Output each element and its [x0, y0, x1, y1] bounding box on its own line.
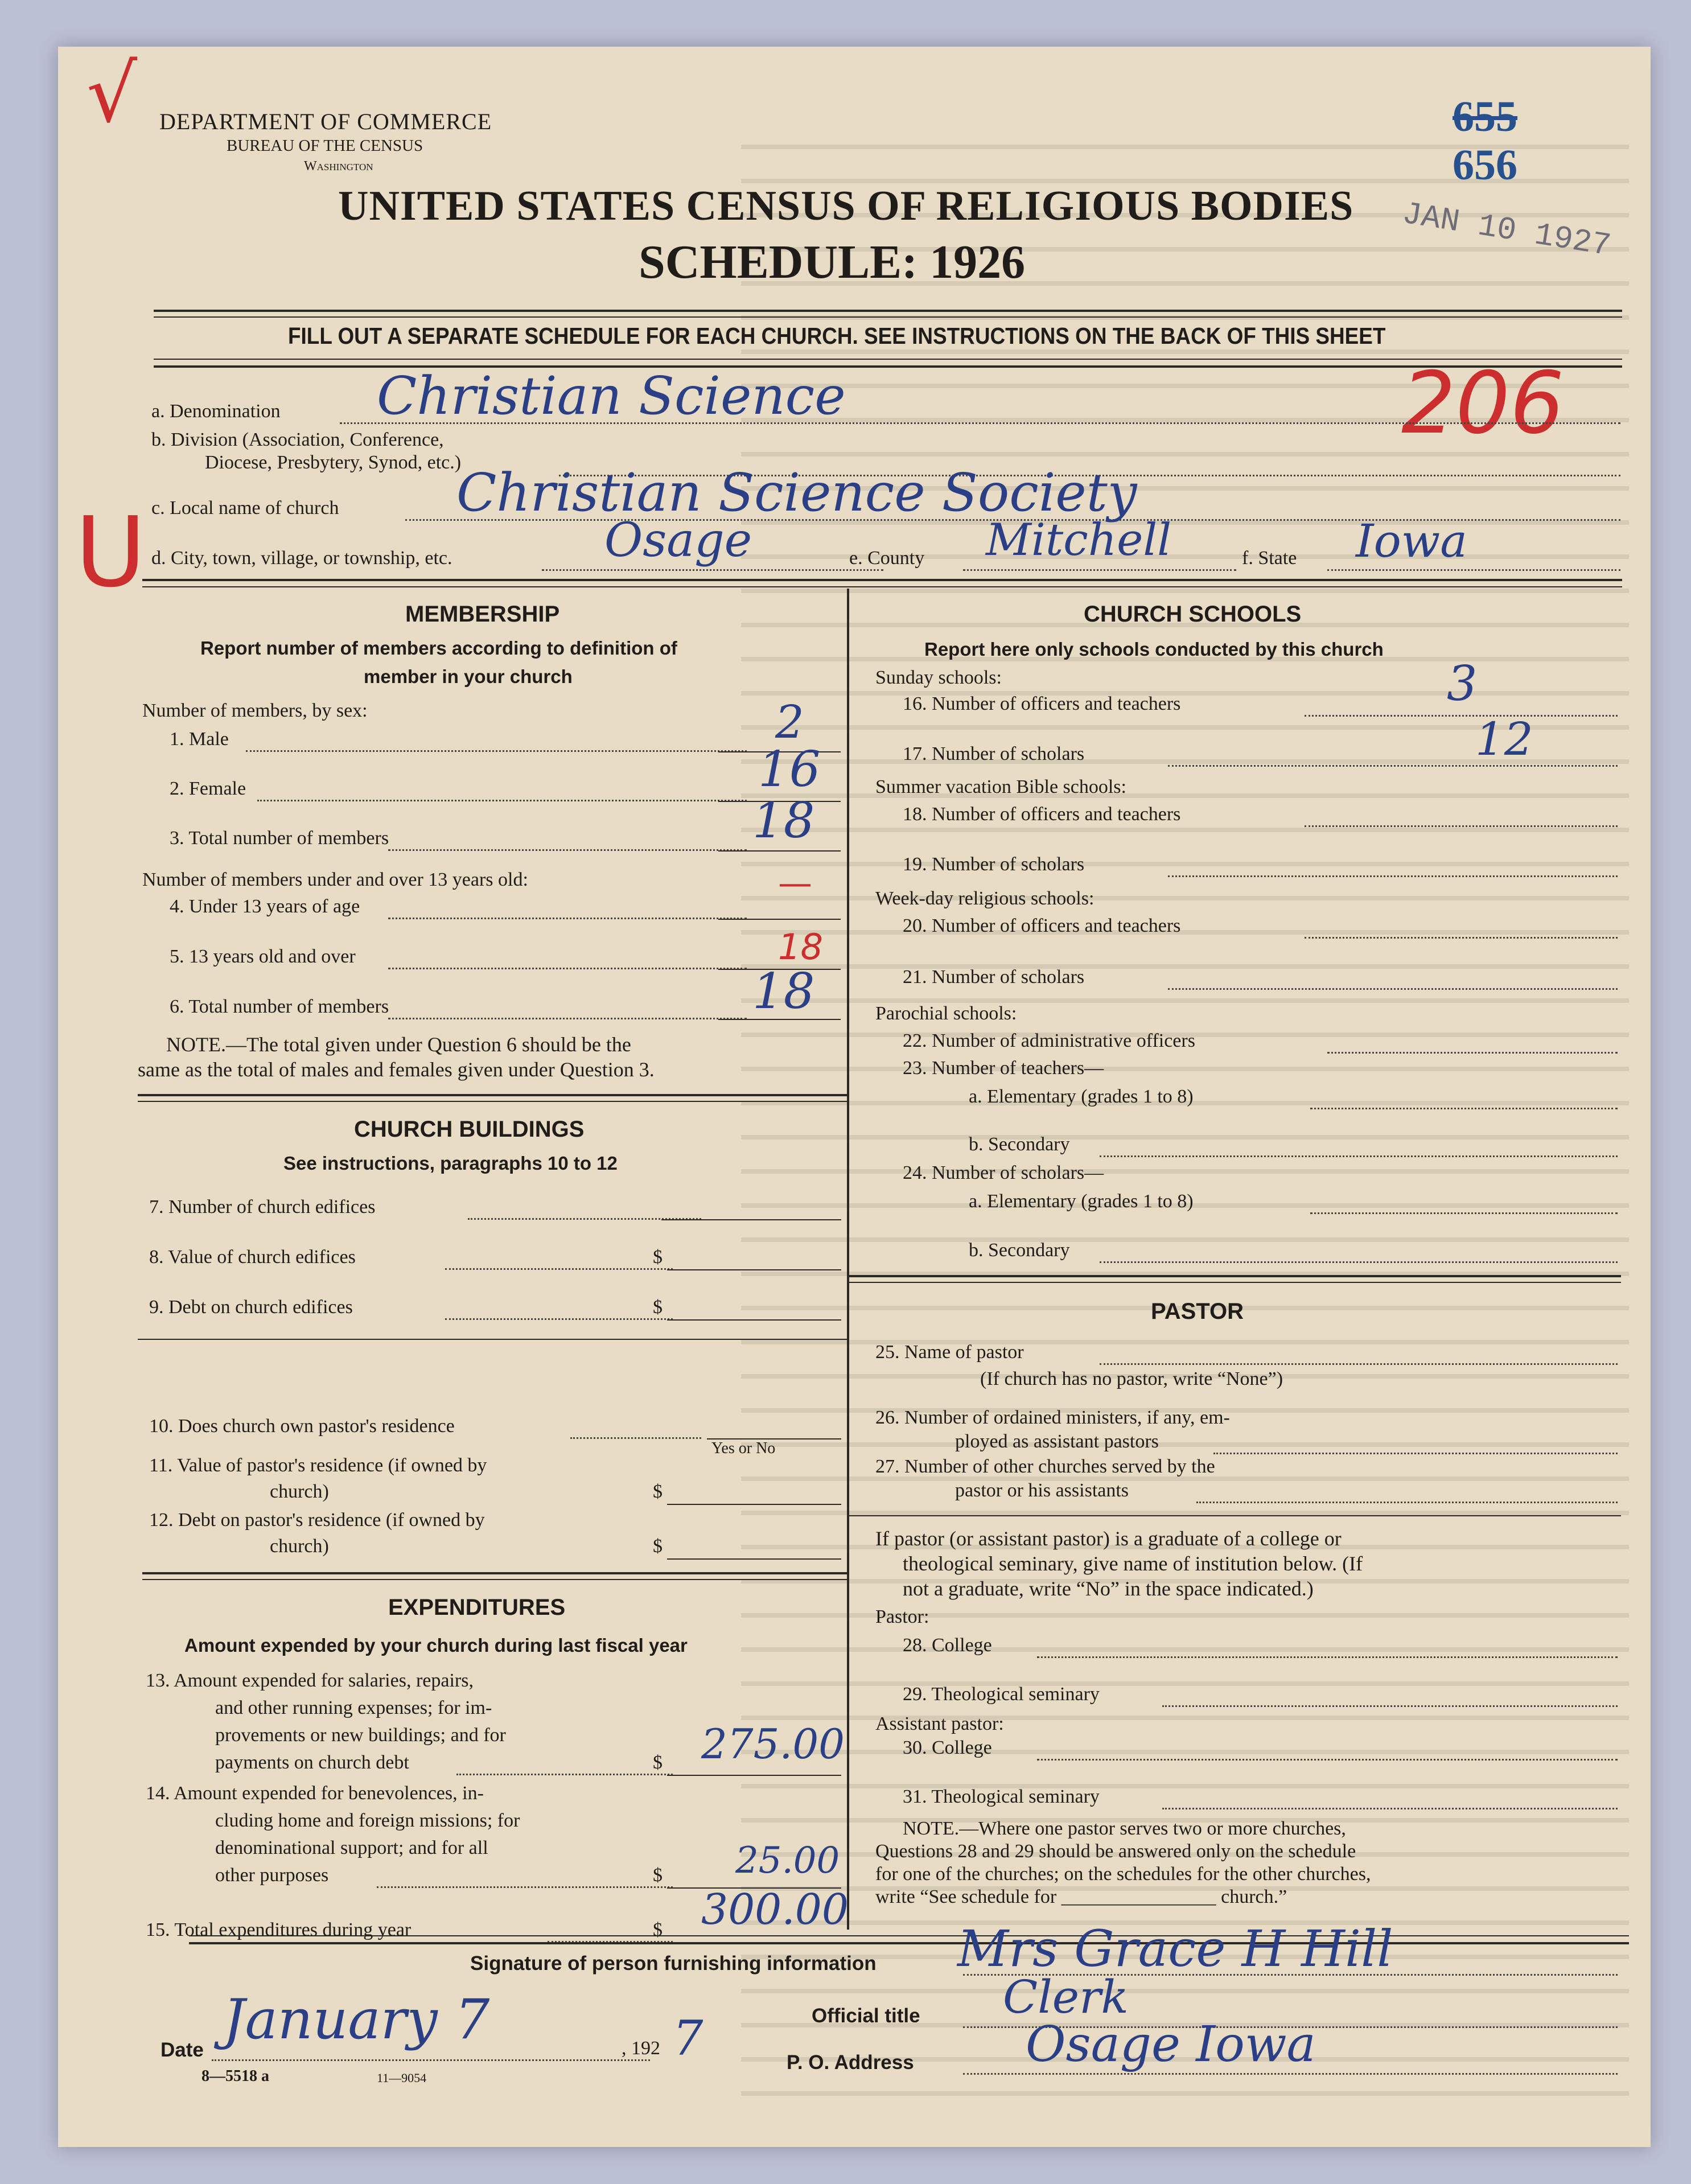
q23b-label: b. Secondary: [969, 1134, 1070, 1155]
pastor-note: NOTE.—Where one pastor serves two or more churches,: [903, 1818, 1346, 1839]
q3-total-label: 3. Total number of members: [170, 828, 389, 849]
red-code-number: 206: [1401, 354, 1565, 453]
division-label: b. Division (Association, Conference,: [151, 429, 444, 450]
bureau-city: Washington: [304, 159, 373, 174]
q30-label: 30. College: [903, 1737, 992, 1758]
q12-dollar-sign: $: [653, 1536, 663, 1557]
q26-label: 26. Number of ordained ministers, if any, em-: [875, 1407, 1230, 1428]
q27-label: 27. Number of other churches served by the: [875, 1456, 1215, 1477]
q12-residence-debt-label: 12. Debt on pastor's residence (if owned by: [149, 1510, 485, 1531]
schools-subtitle: Report here only schools conducted by this church: [924, 639, 1384, 660]
weekday-schools-label: Week-day religious schools:: [875, 888, 1095, 909]
q11-label-cont: church): [270, 1481, 329, 1502]
local-name-value: Christian Science Society: [456, 462, 1137, 523]
q6-total-label: 6. Total number of members: [170, 996, 389, 1017]
q24-label: 24. Number of scholars—: [903, 1162, 1104, 1183]
assistant-pastor-label: Assistant pastor:: [875, 1713, 1004, 1734]
signature-value: Mrs Grace H Hill: [957, 1919, 1393, 1978]
q24b-label: b. Secondary: [969, 1240, 1070, 1261]
q21-label: 21. Number of scholars: [903, 966, 1085, 988]
members-by-sex-label: Number of members, by sex:: [142, 700, 368, 721]
q25-label: 25. Name of pastor: [875, 1342, 1024, 1363]
year-value: 7: [673, 2010, 703, 2066]
membership-subtitle-cont: member in your church: [364, 666, 573, 687]
q11-dollar-sign: $: [653, 1481, 663, 1502]
q14-label-line4: other purposes: [215, 1865, 329, 1886]
q27-label-cont: pastor or his assistants: [955, 1480, 1129, 1501]
q5-over13-label: 5. 13 years old and over: [170, 946, 356, 967]
q15-dollar-sign: $: [653, 1919, 663, 1940]
q29-label: 29. Theological seminary: [903, 1684, 1100, 1705]
expenditures-heading: EXPENDITURES: [388, 1595, 566, 1620]
red-check-mark: √: [87, 48, 138, 141]
q4-under13-label: 4. Under 13 years of age: [170, 896, 360, 917]
red-u-mark: U: [75, 496, 146, 609]
q13-running-expenses-label: 13. Amount expended for salaries, repairs,: [146, 1670, 474, 1691]
age-breakdown-label: Number of members under and over 13 years old:: [142, 869, 528, 890]
local-name-label: c. Local name of church: [151, 497, 339, 519]
q8-dollar-sign: $: [653, 1247, 663, 1268]
county-label: e. County: [849, 548, 925, 569]
q13-amount: 275.00: [701, 1720, 845, 1768]
department-name: DEPARTMENT OF COMMERCE: [159, 109, 492, 134]
q12-label-cont: church): [270, 1536, 329, 1557]
q14-label-line2: cluding home and foreign missions; for: [215, 1810, 520, 1831]
print-number: 11—9054: [377, 2071, 427, 2085]
membership-note-cont: same as the total of males and females given under Question 3.: [138, 1058, 655, 1081]
pastor-heading: PASTOR: [1151, 1299, 1244, 1324]
q13-label-line4: payments on church debt: [215, 1752, 409, 1773]
q20-label: 20. Number of officers and teachers: [903, 915, 1181, 936]
q15-amount: 300.00: [701, 1885, 849, 1934]
q7-edifices-label: 7. Number of church edifices: [149, 1196, 376, 1218]
instruction-banner: FILL OUT A SEPARATE SCHEDULE FOR EACH CHURCH. SEE INSTRUCTIONS ON THE BACK OF THIS SHEET: [288, 323, 1386, 349]
q14-dollar-sign: $: [653, 1865, 663, 1886]
q17-value: 12: [1475, 713, 1533, 766]
parochial-schools-label: Parochial schools:: [875, 1003, 1017, 1024]
graduate-instructions-line2: theological seminary, give name of institution below. (If: [903, 1552, 1363, 1575]
q1-male-value: 2: [775, 696, 804, 748]
schools-heading: CHURCH SCHOOLS: [1084, 602, 1302, 627]
city-label: d. City, town, village, or township, etc.: [151, 548, 452, 569]
q4-under13-value: —: [778, 863, 812, 903]
q31-label: 31. Theological seminary: [903, 1786, 1100, 1807]
pastor-note-line4: write “See schedule for ________________ church.”: [875, 1886, 1287, 1907]
q22-label: 22. Number of administrative officers: [903, 1030, 1195, 1051]
q18-label: 18. Number of officers and teachers: [903, 804, 1181, 825]
signature-label: Signature of person furnishing information: [470, 1952, 877, 1975]
denomination-label: a. Denomination: [151, 401, 281, 422]
q2-female-label: 2. Female: [170, 778, 246, 799]
pastor-note-line2: Questions 28 and 29 should be answered only on the schedule: [875, 1841, 1356, 1862]
q14-label-line3: denominational support; and for all: [215, 1837, 488, 1858]
official-title-value: Clerk: [1003, 1971, 1129, 2023]
q8-value-label: 8. Value of church edifices: [149, 1247, 356, 1268]
q23-label: 23. Number of teachers—: [903, 1058, 1104, 1079]
q26-label-cont: ployed as assistant pastors: [955, 1431, 1159, 1452]
q9-debt-label: 9. Debt on church edifices: [149, 1297, 353, 1318]
received-date-stamp: JAN 10 1927: [1400, 195, 1614, 265]
po-address-value: Osage Iowa: [1026, 2016, 1316, 2073]
form-title: UNITED STATES CENSUS OF RELIGIOUS BODIES: [338, 183, 1354, 229]
q2-female-value: 16: [758, 741, 821, 798]
graduate-instructions-line3: not a graduate, write “No” in the space indicated.): [903, 1577, 1314, 1600]
q13-label-line2: and other running expenses; for im-: [215, 1697, 492, 1718]
pastor-note-line3: for one of the churches; on the schedules for the other churches,: [875, 1864, 1371, 1885]
q25-hint: (If church has no pastor, write “None”): [980, 1368, 1283, 1389]
po-address-label: P. O. Address: [787, 2051, 914, 2074]
membership-subtitle: Report number of members according to definition of: [200, 637, 677, 659]
q15-total-label: 15. Total expenditures during year: [146, 1919, 412, 1940]
division-label-cont: Diocese, Presbytery, Synod, etc.): [205, 452, 462, 473]
q24a-label: a. Elementary (grades 1 to 8): [969, 1191, 1194, 1212]
pastor-label: Pastor:: [875, 1606, 929, 1627]
county-value: Mitchell: [986, 515, 1172, 566]
q11-residence-value-label: 11. Value of pastor's residence (if owned by: [149, 1455, 487, 1476]
state-value: Iowa: [1356, 515, 1467, 567]
graduate-instructions: If pastor (or assistant pastor) is a graduate of a college or: [875, 1527, 1342, 1550]
q23a-label: a. Elementary (grades 1 to 8): [969, 1086, 1194, 1107]
schedule-number-new: 656: [1453, 141, 1517, 189]
official-title-label: Official title: [812, 2005, 920, 2027]
q5-over13-value: 18: [778, 926, 823, 968]
membership-note: NOTE.—The total given under Question 6 should be the: [166, 1033, 631, 1056]
q13-dollar-sign: $: [653, 1752, 663, 1773]
buildings-subtitle: See instructions, paragraphs 10 to 12: [283, 1153, 618, 1174]
q19-label: 19. Number of scholars: [903, 854, 1085, 875]
denomination-value: Christian Science: [377, 365, 846, 426]
sunday-schools-label: Sunday schools:: [875, 667, 1002, 688]
q3-total-value: 18: [752, 792, 815, 849]
city-value: Osage: [604, 513, 752, 567]
form-number: 8—5518 a: [201, 2067, 269, 2085]
yes-no-hint: Yes or No: [711, 1439, 776, 1457]
q14-amount: 25.00: [735, 1840, 840, 1882]
year-printed: , 192: [622, 2038, 660, 2059]
q16-label: 16. Number of officers and teachers: [903, 693, 1181, 714]
q16-value: 3: [1447, 656, 1478, 711]
q13-label-line3: provements or new buildings; and for: [215, 1725, 506, 1746]
date-label: Date: [161, 2039, 204, 2061]
state-label: f. State: [1242, 548, 1297, 569]
bureau-name: BUREAU OF THE CENSUS: [227, 137, 423, 155]
q10-residence-label: 10. Does church own pastor's residence: [149, 1416, 455, 1437]
buildings-heading: CHURCH BUILDINGS: [354, 1117, 585, 1142]
schedule-number-old: 655: [1453, 93, 1517, 141]
date-value: January 7: [223, 1988, 490, 2051]
expenditures-subtitle: Amount expended by your church during last fiscal year: [184, 1635, 688, 1656]
q17-label: 17. Number of scholars: [903, 743, 1085, 764]
q28-label: 28. College: [903, 1635, 992, 1656]
q1-male-label: 1. Male: [170, 729, 229, 750]
q14-benevolences-label: 14. Amount expended for benevolences, in-: [146, 1783, 484, 1804]
census-schedule-sheet: [58, 47, 1651, 2147]
q9-dollar-sign: $: [653, 1297, 663, 1318]
membership-heading: MEMBERSHIP: [405, 602, 560, 627]
q6-total-value: 18: [752, 963, 815, 1020]
schedule-year: SCHEDULE: 1926: [639, 236, 1026, 289]
vacation-schools-label: Summer vacation Bible schools:: [875, 776, 1126, 797]
